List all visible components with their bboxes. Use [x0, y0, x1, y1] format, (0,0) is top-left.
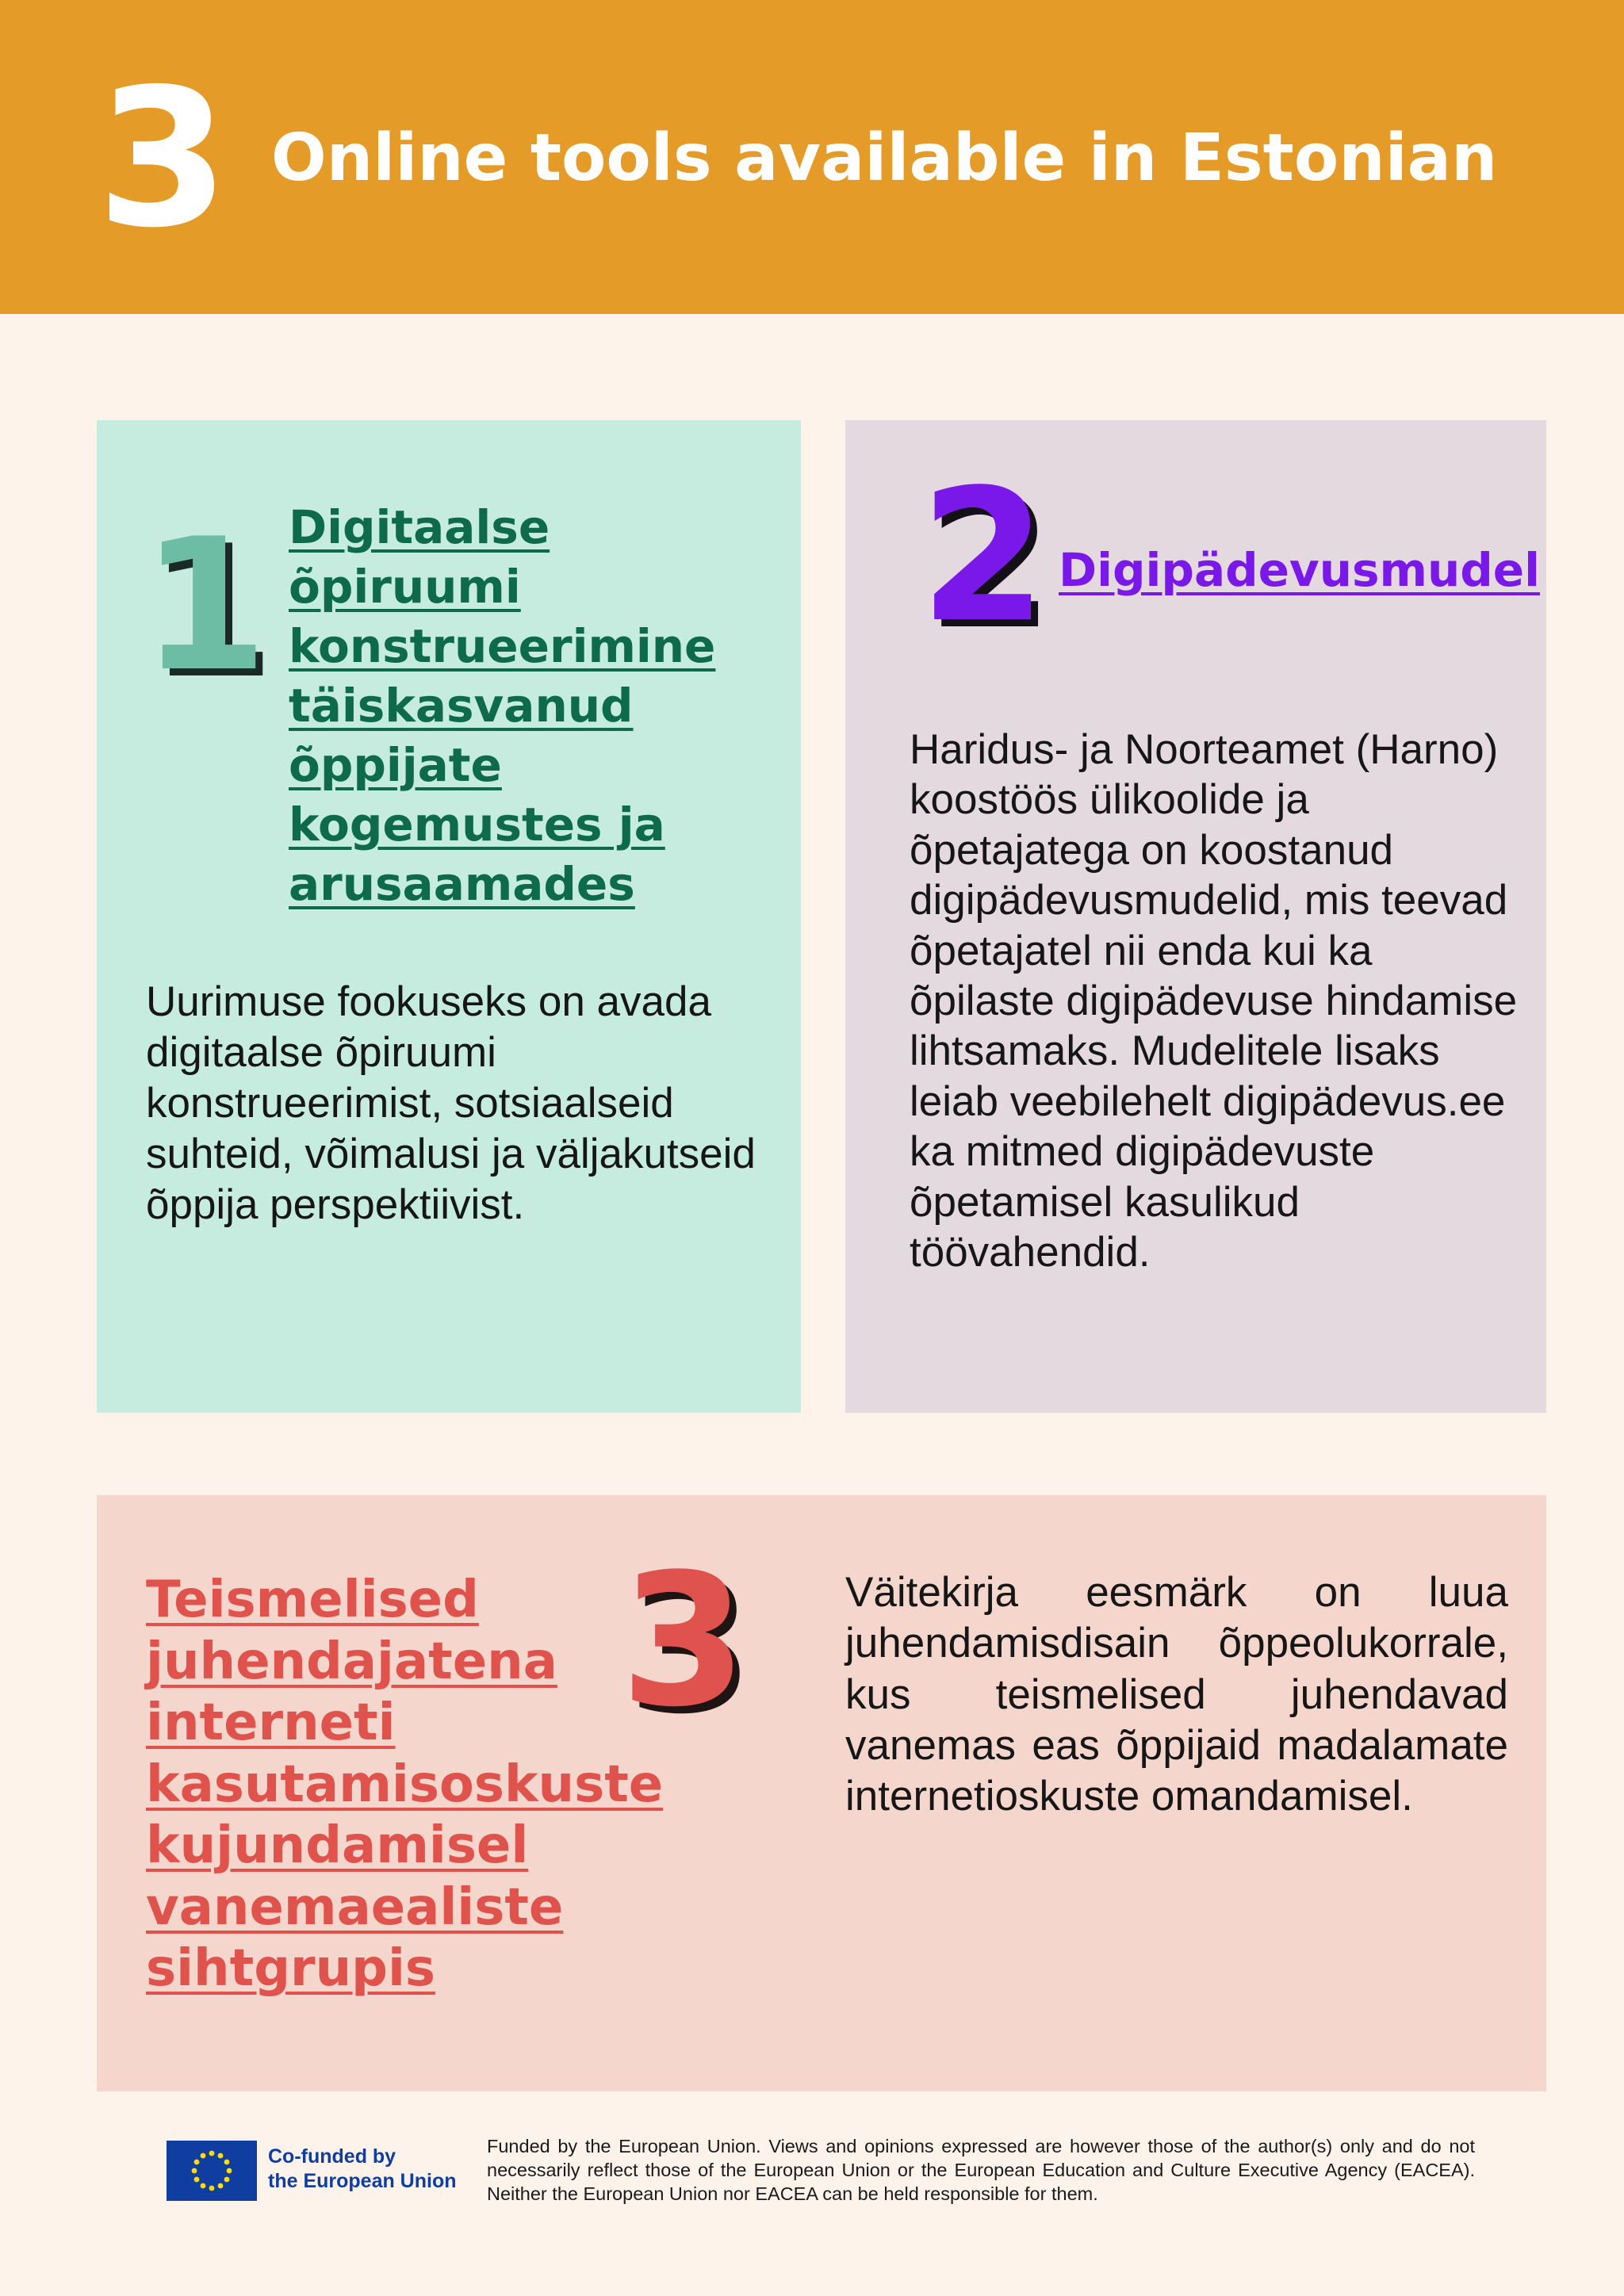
tool-description-3: Väitekirja eesmärk on luua juhendamisdisain õppeolukorrale, kus teismelised juhendavad vanemas eas õppijaid madalamate internetioskuste omandamisel.: [845, 1569, 1508, 1820]
tool-number-3: 3: [620, 1536, 748, 1747]
tool-number-2: 2: [920, 451, 1048, 663]
eu-flag-icon: [167, 2141, 257, 2201]
tool-link-2[interactable]: Digipädevusmudel: [1059, 543, 1541, 597]
section-number: 3: [97, 48, 229, 270]
tool-number-1: 1: [141, 500, 269, 712]
tool-description-2: Haridus- ja Noorteamet (Harno) koostöös ülikoolide ja õpetajatega on koostanud digipädevusmudelid, mis teevad õpetajatel nii enda kui ka õpilaste digipädevuse hindamise lihtsamaks. Mudelitele lisaks leiab veebilehelt digipädevus.ee ka mitmed digipädevuste õpetamisel kasulikud töövahendid.: [910, 726, 1518, 1276]
cofunded-line-2: the European Union: [268, 2170, 457, 2192]
tool-link-3[interactable]: Teismelised juhendajatena interneti kasutamisoskuste kujundamisel vanemaealiste sihtgrupis: [146, 1571, 664, 1998]
page-title: Online tools available in Estonian: [271, 121, 1498, 196]
tool-link-1[interactable]: Digitaalse õpiruumi konstrueerimine täiskasvanud õppijate kogemustes ja arusaamades: [289, 500, 716, 911]
cofunded-label: [268, 2145, 482, 2194]
funding-disclaimer: Funded by the European Union. Views and opinions expressed are however those of the author(s) only and do not necessarily reflect those of the European Union or the European Education and Culture Executive Agency (EACEA). Neither the European Union nor EACEA can be held responsible for them.: [487, 2136, 1475, 2204]
tool-description-1: Uurimuse fookuseks on avada digitaalse õpiruumi konstrueerimist, sotsiaalseid suhteid, võimalusi ja väljakutseid õppija perspektiivist.: [146, 978, 756, 1228]
cofunded-line-1: Co-funded by: [268, 2145, 396, 2168]
eu-stars-icon: [167, 2141, 257, 2201]
